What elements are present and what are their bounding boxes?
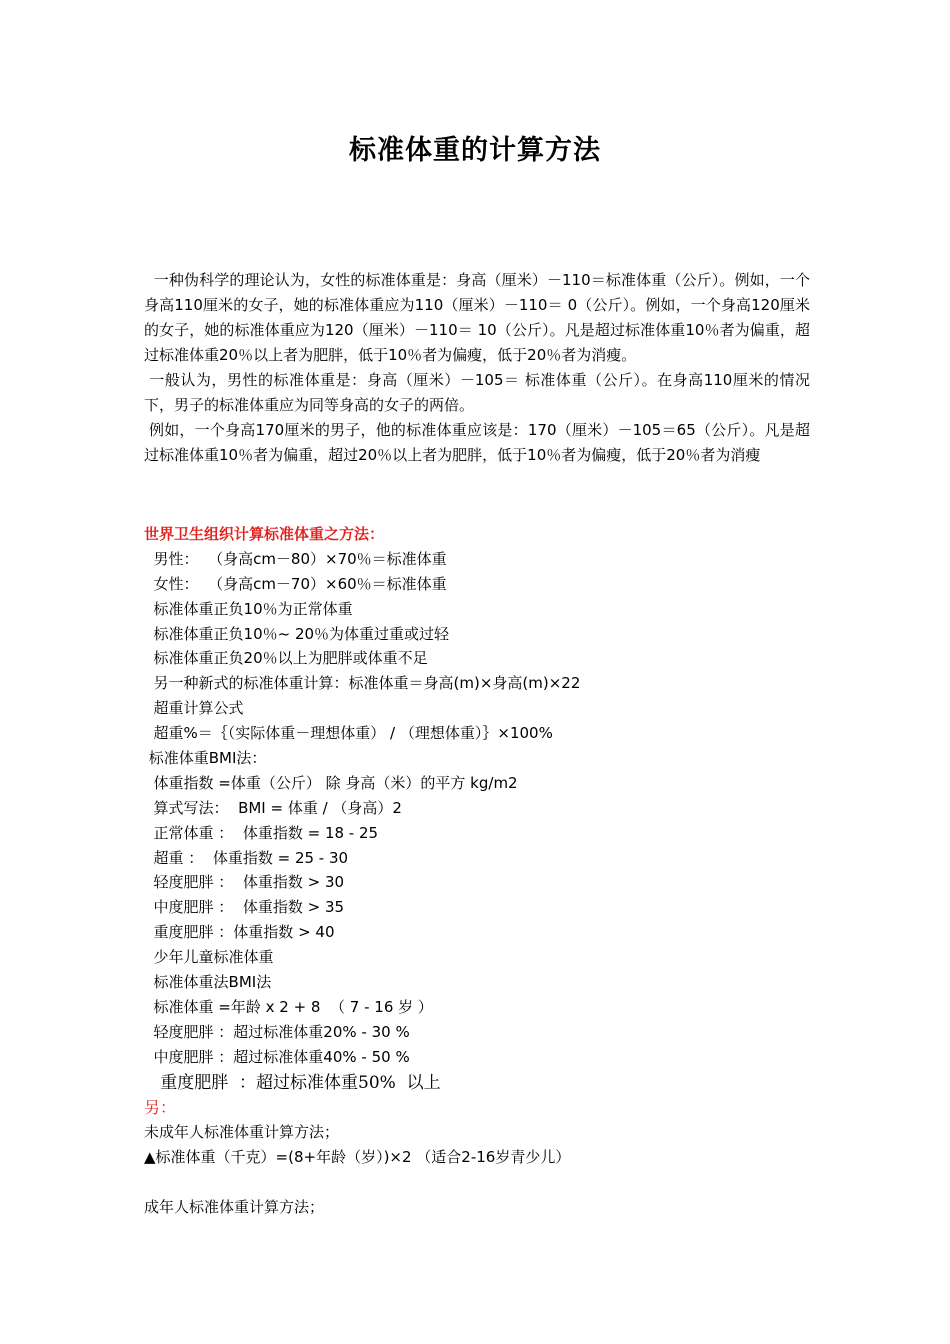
who-line: 标准体重法BMI法 <box>144 973 272 992</box>
who-line: 标准体重BMI法： <box>144 749 267 768</box>
who-line: 体重指数 =体重（公斤） 除 身高（米）的平方 kg/m2 <box>144 773 518 792</box>
intro-paragraph-example: 例如，一个身高170厘米的男子，他的标准体重应该是：170（厘米）－105＝65（公斤）。凡是超过标准体重10％者为偏重，超过20％以上者为肥胖，低于10％者为偏瘦，低于20％者为消瘦 <box>144 421 810 464</box>
intro-paragraph-female: 一种伪科学的理论认为，女性的标准体重是：身高（厘米）－110＝标准体重（公斤）。例如，一个身高110厘米的女子，她的标准体重应为110（厘米）－110＝ 0（公斤）。例如，一个身高120厘米的女子，她的标准体重应为120（厘米）－110＝ 10（公斤）。凡是超过标准体重10％者为偏重，超过标准体重20％以上者为肥胖，低于10％者为偏瘦，低于20％者为消瘦。 <box>144 271 810 364</box>
who-line: 正常体重 ： 体重指数 = 18 - 25 <box>144 823 379 842</box>
intro-paragraph-male: 一般认为，男性的标准体重是：身高（厘米）－105＝ 标准体重（公斤）。在身高110厘米的情况下，男子的标准体重应为同等身高的女子的两倍。 <box>144 371 810 414</box>
intro-section <box>144 268 810 468</box>
who-line: 标准体重正负20％以上为肥胖或体重不足 <box>144 649 428 668</box>
who-line: 算式写法： BMI = 体重 / （身高）2 <box>144 798 402 817</box>
minor-formula: ▲标准体重（千克）=(8+年龄（岁）)×2 （适合2-16岁青少儿） <box>144 1148 571 1167</box>
who-line: 轻度肥胖 ： 体重指数 > 30 <box>144 873 345 892</box>
who-heading: 世界卫生组织计算标准体重之方法： <box>144 525 385 543</box>
who-lines-list <box>144 547 824 1070</box>
who-line: 男性： （身高cm－80）×70％＝标准体重 <box>144 549 447 568</box>
who-line: 超重计算公式 <box>144 699 244 718</box>
adult-heading: 成年人标准体重计算方法； <box>144 1198 325 1217</box>
who-line: 超重%＝｛（实际体重－理想体重） / （理想体重）｝×100% <box>144 724 553 743</box>
method-section <box>144 522 824 1220</box>
who-line: 少年儿童标准体重 <box>144 948 274 967</box>
minor-heading: 未成年人标准体重计算方法； <box>144 1123 340 1142</box>
who-line: 标准体重 =年龄 x 2 + 8 （ 7 - 16 岁 ） <box>144 997 433 1016</box>
severe-obesity-line: 重度肥胖 ：超过标准体重50% 以上 <box>144 1072 441 1093</box>
who-line: 超重 ： 体重指数 = 25 - 30 <box>144 848 349 867</box>
who-line: 轻度肥胖 ：超过标准体重20% - 30 % <box>144 1022 410 1041</box>
who-line: 标准体重正负10％~ 20％为体重过重或过轻 <box>144 624 450 643</box>
who-line: 女性： （身高cm－70）×60％＝标准体重 <box>144 574 447 593</box>
page-title: 标准体重的计算方法 <box>349 135 601 166</box>
who-line: 中度肥胖 ： 体重指数 > 35 <box>144 898 345 917</box>
another-label: 另： <box>144 1097 177 1117</box>
who-line: 重度肥胖 ：体重指数 > 40 <box>144 923 335 942</box>
who-line: 另一种新式的标准体重计算：标准体重＝身高(m)×身高(m)×22 <box>144 674 581 693</box>
blank-line <box>144 1170 824 1195</box>
who-line: 标准体重正负10％为正常体重 <box>144 599 353 618</box>
who-line: 中度肥胖 ：超过标准体重40% - 50 % <box>144 1047 410 1066</box>
